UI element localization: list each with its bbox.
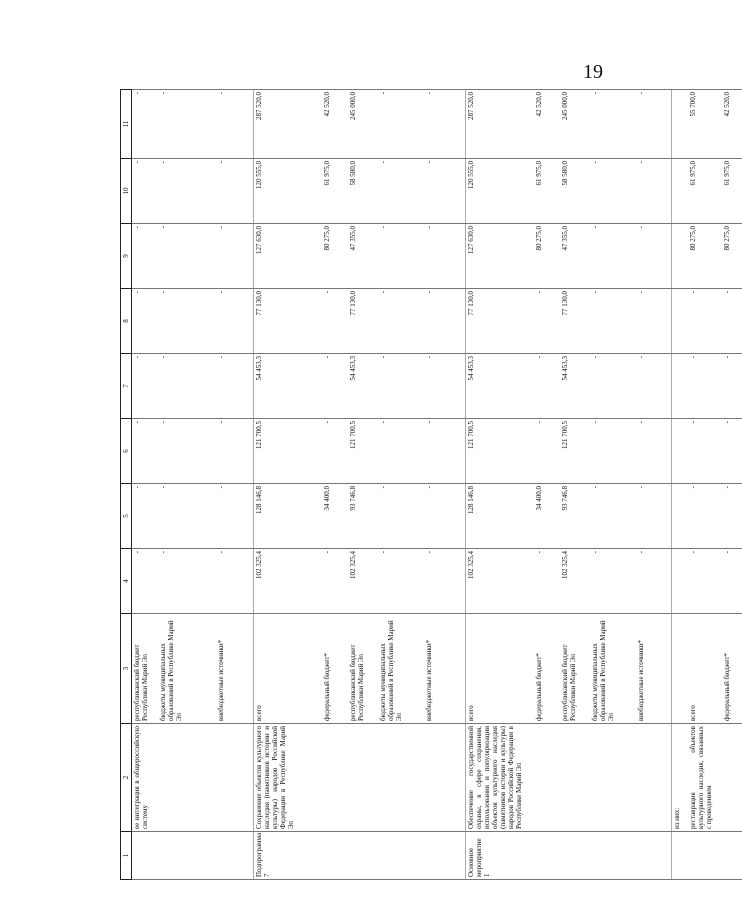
value-cell: 80 275,0 xyxy=(688,224,722,289)
row-name-cell xyxy=(216,724,254,832)
column-header: 6 xyxy=(121,419,132,484)
table-row xyxy=(424,90,466,880)
value-cell: - xyxy=(688,354,722,419)
value-cell: - xyxy=(424,90,466,159)
table-row xyxy=(216,90,254,880)
value-cell: - xyxy=(216,289,254,354)
row-status-cell xyxy=(560,832,590,880)
value-cell: - xyxy=(534,354,560,419)
value-cell: - xyxy=(216,159,254,224)
value-cell xyxy=(672,90,688,159)
value-cell: 121 700,5 xyxy=(348,419,378,484)
page-number: 19 xyxy=(583,61,603,83)
value-cell: - xyxy=(132,159,158,224)
funding-source-cell: бюджеты муниципальных образований в Республике Марий Эл xyxy=(590,614,636,724)
value-cell: 127 630,0 xyxy=(254,224,322,289)
value-cell: - xyxy=(132,419,158,484)
row-name-cell: Сохранение объектов культурного наследия (памятников истории и культуры) народов Российской Федерации в Республике Марий Эл xyxy=(254,724,322,832)
value-cell: - xyxy=(158,159,216,224)
value-cell: - xyxy=(636,289,672,354)
row-status-cell xyxy=(688,832,722,880)
value-cell: 121 700,5 xyxy=(254,419,322,484)
value-cell: 42 520,0 xyxy=(722,90,742,159)
value-cell: - xyxy=(688,484,722,549)
table-row xyxy=(722,90,742,880)
value-cell: 77 130,0 xyxy=(466,289,534,354)
row-name-cell xyxy=(378,724,424,832)
table-row xyxy=(466,90,534,880)
table-body xyxy=(132,90,742,880)
value-cell: - xyxy=(216,90,254,159)
value-cell: 121 700,5 xyxy=(560,419,590,484)
value-cell: - xyxy=(322,549,348,614)
column-header: 1 xyxy=(121,832,132,880)
value-cell: - xyxy=(132,90,158,159)
value-cell: - xyxy=(158,224,216,289)
value-cell: - xyxy=(636,90,672,159)
value-cell: - xyxy=(424,224,466,289)
value-cell: - xyxy=(534,549,560,614)
value-cell: 93 746,8 xyxy=(348,484,378,549)
value-cell: - xyxy=(590,419,636,484)
funding-source-cell: внебюджетные источники* xyxy=(636,614,672,724)
value-cell: - xyxy=(424,159,466,224)
row-status-cell: Основное мероприятие 1 xyxy=(466,832,534,880)
value-cell: 61 975,0 xyxy=(322,159,348,224)
row-name-cell: Обеспечение государственной охраны, в сфере сохранения, использования и популяризации объектов культурного наследия (памятников истории и культуры) народов Российской Федерации в Республике Марий Эл xyxy=(466,724,534,832)
value-cell: 128 146,8 xyxy=(466,484,534,549)
funding-source-cell: федеральный бюджет* xyxy=(322,614,348,724)
value-cell: - xyxy=(424,484,466,549)
row-name-cell xyxy=(636,724,672,832)
column-header: 3 xyxy=(121,614,132,724)
value-cell: - xyxy=(688,419,722,484)
row-name-cell xyxy=(424,724,466,832)
value-cell: 102 325,4 xyxy=(254,549,322,614)
value-cell: 127 630,0 xyxy=(466,224,534,289)
value-cell: - xyxy=(322,354,348,419)
row-name-cell xyxy=(158,724,216,832)
table-row xyxy=(132,90,158,880)
value-cell: - xyxy=(378,484,424,549)
value-cell: - xyxy=(378,549,424,614)
value-cell: 245 000,0 xyxy=(560,90,590,159)
funding-source-cell: всего xyxy=(254,614,322,724)
value-cell xyxy=(672,484,688,549)
value-cell: - xyxy=(722,354,742,419)
funding-source-cell: бюджеты муниципальных образований в Республике Марий Эл xyxy=(378,614,424,724)
value-cell: - xyxy=(688,289,722,354)
funding-source-cell: федеральный бюджет* xyxy=(722,614,742,724)
table-row xyxy=(590,90,636,880)
value-cell: - xyxy=(636,419,672,484)
value-cell: 245 000,0 xyxy=(348,90,378,159)
column-header: 10 xyxy=(121,159,132,224)
column-header: 9 xyxy=(121,224,132,289)
value-cell: - xyxy=(590,549,636,614)
row-status-cell xyxy=(722,832,742,880)
row-status-cell xyxy=(216,832,254,880)
row-status-cell xyxy=(348,832,378,880)
value-cell: - xyxy=(424,549,466,614)
header-row xyxy=(121,90,132,880)
row-status-cell xyxy=(132,832,158,880)
row-name-cell xyxy=(534,724,560,832)
value-cell: - xyxy=(636,484,672,549)
funding-source-cell: федеральный бюджет* xyxy=(534,614,560,724)
funding-source-cell: бюджеты муниципальных образований в Республике Марий Эл xyxy=(158,614,216,724)
table-row xyxy=(688,90,722,880)
value-cell: 42 520,0 xyxy=(534,90,560,159)
value-cell: - xyxy=(158,354,216,419)
value-cell: 47 355,0 xyxy=(560,224,590,289)
rotated-table-region xyxy=(120,90,731,880)
value-cell: - xyxy=(722,289,742,354)
row-status-cell xyxy=(534,832,560,880)
column-header: 7 xyxy=(121,354,132,419)
value-cell: - xyxy=(722,484,742,549)
value-cell: 80 275,0 xyxy=(534,224,560,289)
row-status-cell xyxy=(322,832,348,880)
value-cell: - xyxy=(158,484,216,549)
value-cell: - xyxy=(132,484,158,549)
value-cell: - xyxy=(378,90,424,159)
row-name-cell: реставрация объектов культурного наследия, связанных с проведением xyxy=(688,724,722,832)
row-status-cell xyxy=(378,832,424,880)
value-cell: - xyxy=(378,419,424,484)
funding-source-cell: всего xyxy=(466,614,534,724)
value-cell: 61 975,0 xyxy=(722,159,742,224)
value-cell: 42 520,0 xyxy=(322,90,348,159)
row-status-cell xyxy=(636,832,672,880)
table-row xyxy=(158,90,216,880)
row-name-cell xyxy=(322,724,348,832)
value-cell: 120 555,0 xyxy=(466,159,534,224)
value-cell: - xyxy=(590,90,636,159)
value-cell: - xyxy=(132,224,158,289)
table-row xyxy=(534,90,560,880)
value-cell: - xyxy=(590,289,636,354)
row-name-cell xyxy=(590,724,636,832)
table-row xyxy=(672,90,688,880)
funding-source-cell: республиканский бюджет Республики Марий Эл xyxy=(132,614,158,724)
value-cell: 58 580,0 xyxy=(560,159,590,224)
value-cell xyxy=(672,549,688,614)
value-cell: - xyxy=(378,289,424,354)
value-cell: 34 400,0 xyxy=(322,484,348,549)
value-cell: 77 130,0 xyxy=(560,289,590,354)
value-cell: 128 146,8 xyxy=(254,484,322,549)
value-cell: - xyxy=(534,419,560,484)
value-cell: 54 453,3 xyxy=(466,354,534,419)
value-cell: - xyxy=(322,289,348,354)
table-row xyxy=(254,90,322,880)
value-cell: 54 453,3 xyxy=(254,354,322,419)
value-cell xyxy=(672,354,688,419)
funding-source-cell: республиканский бюджет Республики Марий Эл xyxy=(560,614,590,724)
value-cell: 55 700,0 xyxy=(688,90,722,159)
value-cell: 34 400,0 xyxy=(534,484,560,549)
value-cell xyxy=(672,224,688,289)
column-header: 8 xyxy=(121,289,132,354)
value-cell xyxy=(672,159,688,224)
value-cell xyxy=(672,419,688,484)
value-cell: - xyxy=(378,159,424,224)
value-cell xyxy=(672,289,688,354)
row-status-cell: Подпрограмма 7 xyxy=(254,832,322,880)
value-cell: - xyxy=(590,484,636,549)
value-cell: - xyxy=(590,224,636,289)
funding-source-cell xyxy=(672,614,688,724)
value-cell: 121 700,5 xyxy=(466,419,534,484)
value-cell: - xyxy=(216,419,254,484)
table-row xyxy=(636,90,672,880)
value-cell: - xyxy=(636,549,672,614)
funding-source-cell: республиканский бюджет Республики Марий Эл xyxy=(348,614,378,724)
value-cell: - xyxy=(158,289,216,354)
value-cell: 61 975,0 xyxy=(534,159,560,224)
funding-source-cell: всего xyxy=(688,614,722,724)
row-name-cell: из них: xyxy=(672,724,688,832)
table-row xyxy=(560,90,590,880)
row-status-cell xyxy=(424,832,466,880)
row-name-cell xyxy=(560,724,590,832)
row-status-cell xyxy=(672,832,688,880)
column-header: 2 xyxy=(121,724,132,832)
table-header xyxy=(121,90,132,880)
row-name-cell xyxy=(722,724,742,832)
value-cell: - xyxy=(132,354,158,419)
value-cell: - xyxy=(158,549,216,614)
value-cell: 93 746,8 xyxy=(560,484,590,549)
value-cell: 120 555,0 xyxy=(254,159,322,224)
value-cell: - xyxy=(722,419,742,484)
value-cell: - xyxy=(132,289,158,354)
value-cell: 80 275,0 xyxy=(722,224,742,289)
value-cell: - xyxy=(424,289,466,354)
value-cell: - xyxy=(378,224,424,289)
value-cell: - xyxy=(534,289,560,354)
value-cell: - xyxy=(424,419,466,484)
value-cell: 54 453,3 xyxy=(560,354,590,419)
value-cell: - xyxy=(322,419,348,484)
value-cell: 54 453,3 xyxy=(348,354,378,419)
value-cell: - xyxy=(590,159,636,224)
value-cell: 61 975,0 xyxy=(688,159,722,224)
value-cell: - xyxy=(636,159,672,224)
value-cell: - xyxy=(636,354,672,419)
value-cell: - xyxy=(158,90,216,159)
row-name-cell: ее интеграция в общероссийскую систему xyxy=(132,724,158,832)
value-cell: - xyxy=(216,549,254,614)
value-cell: 102 325,4 xyxy=(348,549,378,614)
value-cell: - xyxy=(424,354,466,419)
table-row xyxy=(322,90,348,880)
value-cell: - xyxy=(216,354,254,419)
value-cell: 58 580,0 xyxy=(348,159,378,224)
value-cell: - xyxy=(378,354,424,419)
column-header: 5 xyxy=(121,484,132,549)
row-name-cell xyxy=(348,724,378,832)
value-cell: 80 275,0 xyxy=(322,224,348,289)
value-cell: 47 355,0 xyxy=(348,224,378,289)
row-status-cell xyxy=(158,832,216,880)
value-cell: - xyxy=(590,354,636,419)
value-cell: - xyxy=(636,224,672,289)
value-cell: - xyxy=(722,549,742,614)
value-cell: 77 130,0 xyxy=(254,289,322,354)
table-row xyxy=(378,90,424,880)
value-cell: - xyxy=(216,224,254,289)
value-cell: - xyxy=(688,549,722,614)
budget-table xyxy=(120,89,742,880)
funding-source-cell: внебюджетные источники* xyxy=(424,614,466,724)
value-cell: - xyxy=(132,549,158,614)
column-header: 4 xyxy=(121,549,132,614)
value-cell: 287 520,0 xyxy=(466,90,534,159)
column-header: 11 xyxy=(121,90,132,159)
value-cell: - xyxy=(158,419,216,484)
table-row xyxy=(348,90,378,880)
value-cell: 287 520,0 xyxy=(254,90,322,159)
value-cell: 102 325,4 xyxy=(560,549,590,614)
row-status-cell xyxy=(590,832,636,880)
value-cell: 77 130,0 xyxy=(348,289,378,354)
value-cell: - xyxy=(216,484,254,549)
value-cell: 102 325,4 xyxy=(466,549,534,614)
funding-source-cell: внебюджетные источники* xyxy=(216,614,254,724)
